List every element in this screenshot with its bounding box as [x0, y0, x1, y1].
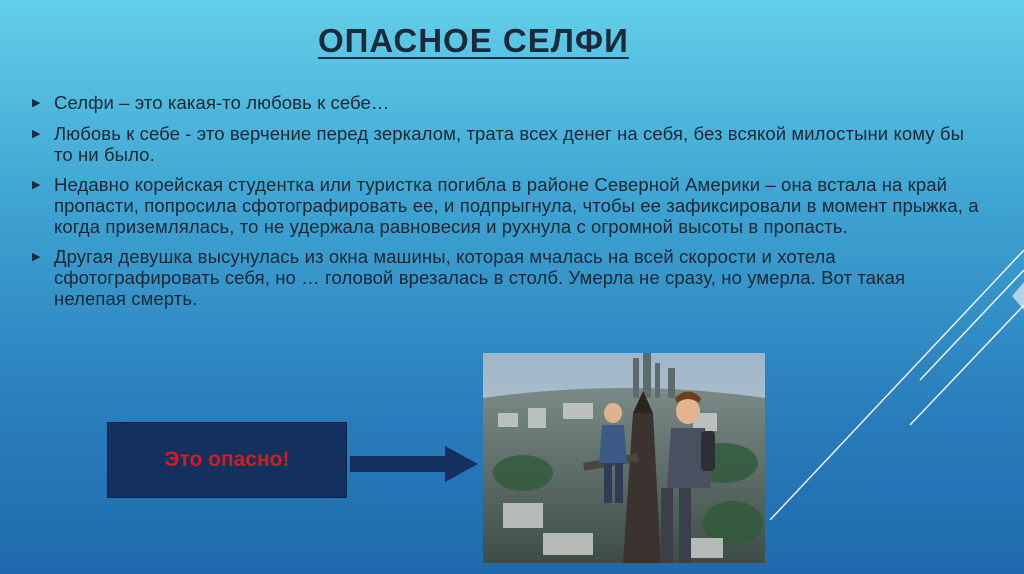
warning-callout-text: Это опасно!	[164, 448, 290, 471]
warning-callout-box	[107, 422, 347, 498]
bullet-triangle-icon: ▶	[32, 128, 41, 140]
bullet-triangle-icon: ▶	[32, 179, 41, 191]
slide-title: ОПАСНОЕ СЕЛФИ	[318, 22, 629, 59]
bullet-item	[32, 92, 982, 114]
arrow-right-icon	[350, 444, 480, 484]
bullet-triangle-icon: ▶	[32, 251, 41, 263]
bullet-text: Селфи – это какая-то любовь к себе…	[54, 92, 390, 113]
bullet-text: Недавно корейская студентка или туристка погибла в районе Северной Америки – она встала на край пропасти, попросила сфотографировать ее, и подпрыгнула, чтобы ее зафиксировали в момент прыжка, а когда приземлялась, то не удержала равновесия и рухнула с огромной высоты в пропасть.	[54, 174, 979, 237]
bullet-item	[32, 123, 982, 165]
bullet-text: Другая девушка высунулась из окна машины, которая мчалась на всей скорости и хотела сфотографировать себя, но … головой врезалась в столб. Умерла не сразу, но умерла. Вот такая нелепая смерть.	[54, 246, 906, 309]
bullet-text: Любовь к себе - это верчение перед зеркалом, трата всех денег на себя, без всякой милостыни кому бы то ни было.	[54, 123, 964, 165]
bullet-triangle-icon: ▶	[32, 97, 41, 109]
rooftop-selfie-photo	[483, 353, 765, 563]
decorative-lines	[760, 200, 1024, 520]
